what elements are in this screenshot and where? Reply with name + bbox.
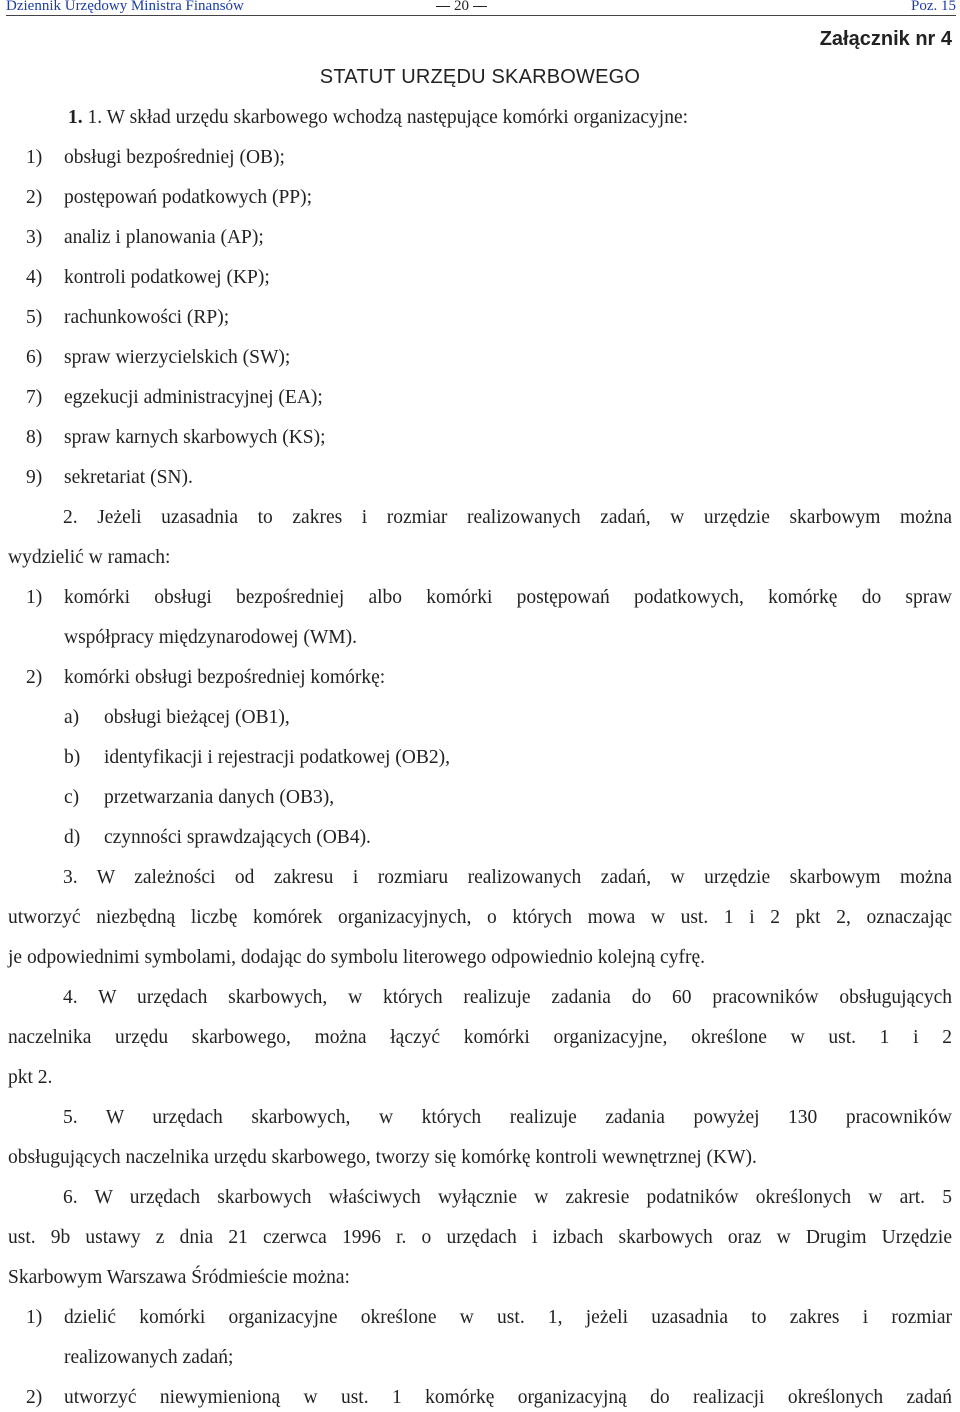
paragraph-5-line: obsługujących naczelnika urzędu skarbowego, tworzy się komórkę kontroli wewnętrznej (KW).	[8, 1147, 757, 1168]
sub-list-item: c) przetwarzania danych (OB3),	[64, 787, 335, 808]
paragraph-3-line: 3. W zależności od zakresu i rozmiaru realizowanych zadań, w urzędzie skarbowym można	[63, 867, 952, 888]
list-item: 2) postępowań podatkowych (PP);	[26, 187, 313, 208]
section-number: 1.	[68, 107, 83, 128]
para-number: 1.	[87, 107, 103, 128]
section1-intro	[8, 106, 952, 130]
intro-text: W skład urzędu skarbowego wchodzą następujące komórki organizacyjne:	[106, 107, 689, 128]
paragraph-3-line: utworzyć niezbędną liczbę komórek organizacyjnych, o których mowa w ust. 1 i 2 pkt 2, oznaczając	[8, 907, 952, 928]
publication-name: Dziennik Urzędowy Ministra Finansów	[6, 0, 244, 14]
list-item: 9) sekretariat (SN).	[26, 467, 193, 488]
sub-list-item: b) identyfikacji i rejestracji podatkowej (OB2),	[64, 747, 451, 768]
list-item: 2) komórki obsługi bezpośredniej komórkę:	[26, 667, 386, 688]
list-item: 7) egzekucji administracyjnej (EA);	[26, 387, 323, 408]
sub-list-item: d) czynności sprawdzających (OB4).	[64, 827, 371, 848]
page-number: 20	[432, 0, 491, 14]
list-item-continuation: współpracy międzynarodowej (WM).	[64, 627, 357, 648]
list-item: 1) komórki obsługi bezpośredniej albo komórki postępowań podatkowych, komórkę do spraw	[26, 587, 952, 608]
paragraph-6-line: 6. W urzędach skarbowych właściwych wyłącznie w zakresie podatników określonych w art. 5	[63, 1187, 952, 1208]
list-item: 5) rachunkowości (RP);	[26, 307, 230, 328]
paragraph-6-line: Skarbowym Warszawa Śródmieście można:	[8, 1267, 350, 1288]
list-item: 1) obsługi bezpośredniej (OB);	[26, 147, 285, 168]
list-item: 6) spraw wierzycielskich (SW);	[26, 347, 291, 368]
list-item-continuation: realizowanych zadań;	[64, 1347, 234, 1368]
paragraph-2-line: 2. Jeżeli uzasadnia to zakres i rozmiar realizowanych zadań, w urzędzie skarbowym można	[63, 507, 952, 528]
paragraph-3-line: je odpowiednimi symbolami, dodając do symbolu literowego odpowiednio kolejną cyfrę.	[8, 947, 705, 968]
list-item: 4) kontroli podatkowej (KP);	[26, 267, 270, 288]
paragraph-5-line: 5. W urzędach skarbowych, w których realizuje zadania powyżej 130 pracowników	[63, 1107, 952, 1128]
position-number: Poz. 15	[911, 0, 956, 14]
paragraph-4-line: naczelnika urzędu skarbowego, można łączyć komórki organizacyjne, określone w ust. 1 i 2	[8, 1027, 952, 1048]
paragraph-4-line: 4. W urzędach skarbowych, w których realizuje zadania do 60 pracowników obsługujących	[63, 987, 952, 1008]
header-rule	[6, 15, 956, 16]
list-item: 3) analiz i planowania (AP);	[26, 227, 264, 248]
annex-label: Załącznik nr 4	[819, 28, 952, 50]
paragraph-4-line: pkt 2.	[8, 1067, 53, 1088]
list-item: 2) utworzyć niewymienioną w ust. 1 komórkę organizacyjną do realizacji określonych zadań	[26, 1387, 952, 1408]
paragraph-6-line: ust. 9b ustawy z dnia 21 czerwca 1996 r. o urzędach i izbach skarbowych oraz w Drugim Urzędzie	[8, 1227, 952, 1248]
paragraph-2-line: wydzielić w ramach:	[8, 547, 171, 568]
page-header	[0, 0, 960, 15]
document-title: STATUT URZĘDU SKARBOWEGO	[319, 66, 641, 88]
list-item: 1) dzielić komórki organizacyjne określone w ust. 1, jeżeli uzasadnia to zakres i rozmiar	[26, 1307, 952, 1328]
sub-list-item: a) obsługi bieżącej (OB1),	[64, 707, 290, 728]
list-item: 8) spraw karnych skarbowych (KS);	[26, 427, 326, 448]
